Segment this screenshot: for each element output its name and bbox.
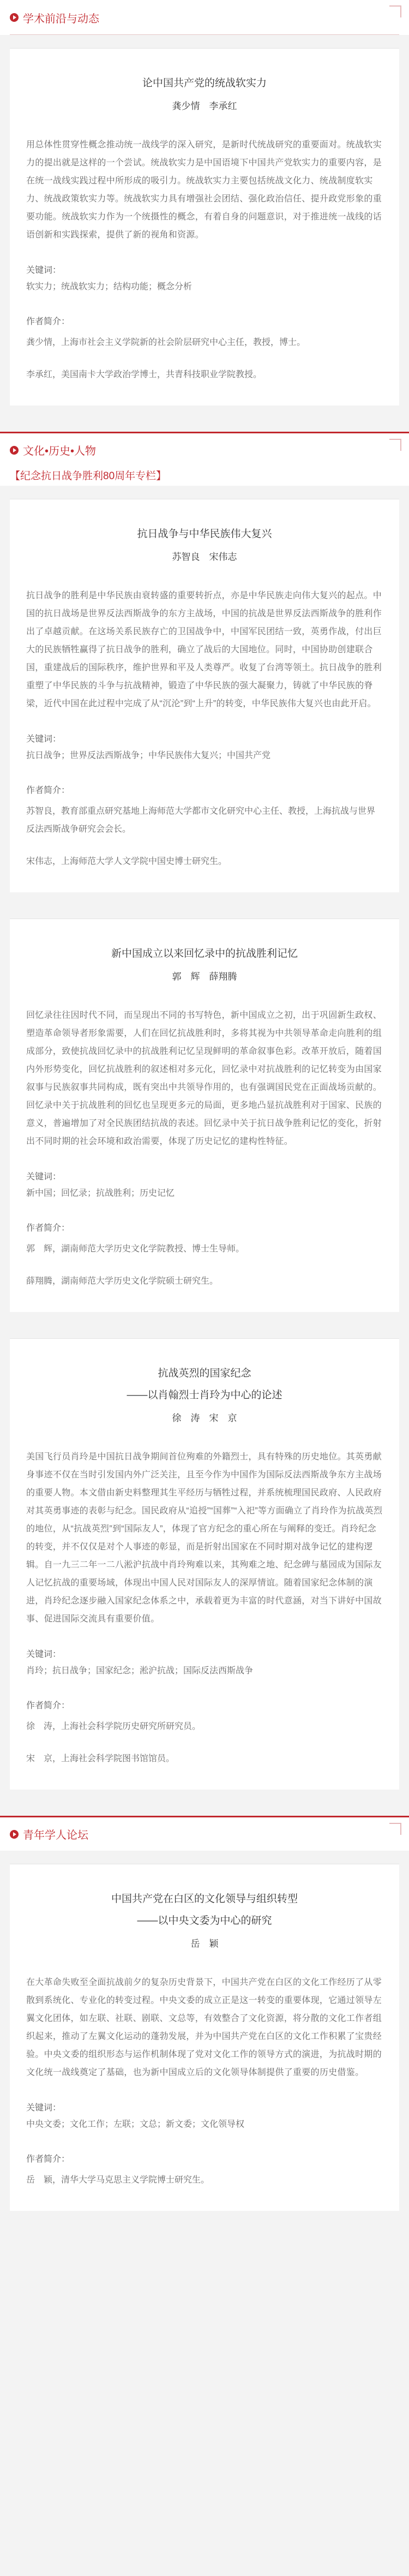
keywords-text: 肖玲；抗日战争；国家纪念；淞沪抗战；国际反法西斯战争 <box>26 1666 254 1675</box>
author-bio: 徐 涛，上海社会科学院历史研究所研究员。 <box>26 1722 201 1731</box>
author-bio: 宋伟志，上海师范大学人文学院中国史博士研究生。 <box>26 857 227 866</box>
special-column-label <box>0 467 409 486</box>
article-title[interactable]: 中国共产党在白区的文化领导与组织转型 <box>111 1893 298 1905</box>
keywords-text: 中央文委；文化工作；左联；文总；新文委；文化领导权 <box>26 2120 245 2129</box>
author-bio: 龚少情，上海市社会主义学院新的社会阶层研究中心主任，教授，博士。 <box>26 338 306 347</box>
play-bullet-icon <box>10 13 19 22</box>
article-title[interactable]: 抗日战争与中华民族伟大复兴 <box>137 528 272 540</box>
section-header-culture <box>0 432 409 467</box>
special-column-title: 【纪念抗日战争胜利80周年专栏】 <box>10 470 167 482</box>
keywords-label: 关键词： <box>26 1172 62 1182</box>
article-abstract: 用总体性贯穿性概念推动统一战线学的深入研究，是新时代统战研究的重要面对。统战软实力的提出就是这样的一个尝试。统战软实力是中国语境下中国共产党软实力的重要内容，是在统一战线实践过程中所形成的吸引力。统战软实力主要包括统战文化力、统战制度软实力、统战政策软实力等。统战软实力具有增强社会团结、强化政治信任、提升政党形象的重要功能。统战软实力作为一个统摄性的概念，有着自身的问题意识，对于推进统一战线的话语创新和实践探索，提供了新的视角和资源。 <box>26 140 382 240</box>
section-header-frontier <box>0 0 409 35</box>
article-subtitle: ——以中央文委为中心的研究 <box>137 1915 272 1927</box>
bio-label: 作者简介： <box>26 1224 70 1233</box>
article-authors: 徐 涛 宋 京 <box>172 1413 237 1423</box>
keywords-text: 新中国；回忆录；抗战胜利；历史记忆 <box>26 1189 175 1198</box>
article-authors: 龚少情 李承红 <box>172 101 237 111</box>
keywords-text: 软实力；统战软实力；结构功能；概念分析 <box>26 282 193 291</box>
author-bio: 苏智良，教育部重点研究基地上海师范大学都市文化研究中心主任、教授，上海抗战与世界反法西斯战争研究会会长。 <box>26 807 376 834</box>
section-title: 学术前沿与动态 <box>23 13 99 25</box>
play-bullet-icon <box>10 1830 19 1839</box>
article-card[interactable] <box>10 48 399 406</box>
article-card[interactable] <box>10 1864 399 2211</box>
bio-label: 作者简介： <box>26 2155 70 2164</box>
article-card[interactable] <box>10 1338 399 1790</box>
author-bio: 宋 京，上海社会科学院图书馆馆员。 <box>26 1754 175 1763</box>
section-title: 文化•历史•人物 <box>23 445 97 457</box>
article-title[interactable]: 论中国共产党的统战软实力 <box>142 77 267 89</box>
keywords-label: 关键词： <box>26 735 62 744</box>
corner-decoration <box>389 439 401 451</box>
author-bio: 郭 辉，湖南师范大学历史文化学院教授、博士生导师。 <box>26 1244 245 1254</box>
article-card[interactable] <box>10 919 399 1312</box>
keywords-label: 关键词： <box>26 2103 62 2113</box>
article-title[interactable]: 新中国成立以来回忆录中的抗战胜利记忆 <box>111 948 298 959</box>
corner-decoration <box>389 5 401 17</box>
section-divider <box>10 34 399 35</box>
bio-label: 作者简介： <box>26 786 70 795</box>
author-bio: 岳 颖，清华大学马克思主义学院博士研究生。 <box>26 2175 210 2185</box>
corner-decoration <box>389 1823 401 1835</box>
article-title[interactable]: 抗战英烈的国家纪念 <box>158 1368 251 1379</box>
article-card[interactable] <box>10 499 399 892</box>
section-title: 青年学人论坛 <box>23 1829 88 1841</box>
article-authors: 郭 辉 薛翔腾 <box>172 971 237 982</box>
article-abstract: 抗日战争的胜利是中华民族由衰转盛的重要转折点，亦是中华民族走向伟大复兴的起点。中国的抗日战场是世界反法西斯战争的东方主战场，中国的抗战是世界反法西斯战争的胜利作出了卓越贡献。在这场关系民族存亡的卫国战争中，中国军民团结一致，英勇作战，付出巨大的民族牺牲赢得了抗日战争的胜利，确立了战后的大国地位。同时，中国协助创建联合国，重建战后的国际秩序，维护世界和平及人类尊严。收复了台湾等领土。抗日战争的胜利重塑了中华民族的斗争与抗战精神，锻造了中华民族的强大凝聚力，铸就了中华民族的脊梁，近代中国在此过程中完成了从“沉沦”到“上升”的转变，中华民族伟大复兴也由此开启。 <box>26 591 382 708</box>
section-header-young <box>0 1816 409 1851</box>
author-bio: 薛翔腾，湖南师范大学历史文化学院硕士研究生。 <box>26 1277 219 1286</box>
keywords-label: 关键词： <box>26 1650 62 1659</box>
article-abstract: 在大革命失败至全面抗战前夕的复杂历史背景下，中国共产党在白区的文化工作经历了从零散到系统化、专业化的转变过程。中央文委的成立正是这一转变的重要体现，它通过领导左翼文化团体，如左联、社联、剧联、文总等，有效整合了文化资源，将分散的文化工作者组织起来，推动了左翼文化运动的蓬勃发展，并为中国共产党在白区的文化工作积累了宝贵经验。中央文委的组织形态与运作机制体现了党对文化工作的领导方式的演进，为抗战时期的文化统一战线奠定了基础，也为新中国成立后的文化领导体制提供了重要的历史借鉴。 <box>26 1978 382 2077</box>
article-subtitle: ——以肖翰烈士肖玲为中心的论述 <box>127 1390 282 1401</box>
article-abstract: 回忆录往往因时代不同，而呈现出不同的书写特色，新中国成立之初，出于巩固新生政权、塑造革命领导者形象需要，人们在回忆抗战胜利时，多将其视为中共领导革命走向胜利的组成部分，致使抗战回忆录中的抗战胜利记忆呈现鲜明的革命叙事色彩。改革开放后，随着国内外形势变化，回忆抗战胜利的叙述相对多元化，回忆录中对抗战胜利的记忆转变为由国家叙事与民族叙事共同构成，既有突出中共领导作用的，也有强调国民党在正面战场贡献的。回忆录中关于抗战胜利的回忆也呈现更多元的局面，更多地凸显抗战胜利对于国家、民族的意义，普遍增加了对全民族团结抗战的表述。回忆录中关于抗日战争胜利记忆的变化，折射出不同时期的社会环境和政治需要，体现了历史记忆的建构性特征。 <box>26 1011 382 1146</box>
bio-label: 作者简介： <box>26 317 70 326</box>
play-bullet-icon <box>10 446 19 455</box>
keywords-label: 关键词： <box>26 266 62 275</box>
article-authors: 苏智良 宋伟志 <box>172 552 237 562</box>
article-abstract: 美国飞行员肖玲是中国抗日战争期间首位殉难的外籍烈士，具有特殊的历史地位。其英勇献身事迹不仅在当时引发国内外广泛关注，且至今作为中国作为国际反法西斯战争东方主战场的重要人物。本文借由新史料整理其生平经历与牺牲过程，并系统梳理国民政府、人民政府对其英勇事迹的表彰与纪念。国民政府从“追授”“国葬”“入祀”等方面确立了肖玲作为抗战英烈的地位，从“抗战英烈”到“国际友人”，体现了官方纪念的重心所在与阐释的变迁。肖玲纪念的转变，并不仅仅是对个人事迹的彰显，而是折射出国家在不同时期对战争记忆的建构逻辑。自一九三二年一二八淞沪抗战中肖玲殉难以来，其殉难之地、纪念碑与墓园成为国际友人记忆抗战的重要场域，体现出中国人民对国际友人的深厚情谊。随着国家纪念体制的演进，肖玲纪念逐步融入国家纪念体系之中，承载着更为丰富的时代意涵，对当下讲好中国故事、促进国际交流具有重要价值。 <box>26 1452 383 1624</box>
bio-label: 作者简介： <box>26 1701 70 1710</box>
author-bio: 李承红，美国南卡大学政治学博士，共青科技职业学院教授。 <box>26 370 262 379</box>
article-authors: 岳 颖 <box>190 1939 219 1949</box>
keywords-text: 抗日战争；世界反法西斯战争；中华民族伟大复兴；中国共产党 <box>26 751 271 760</box>
